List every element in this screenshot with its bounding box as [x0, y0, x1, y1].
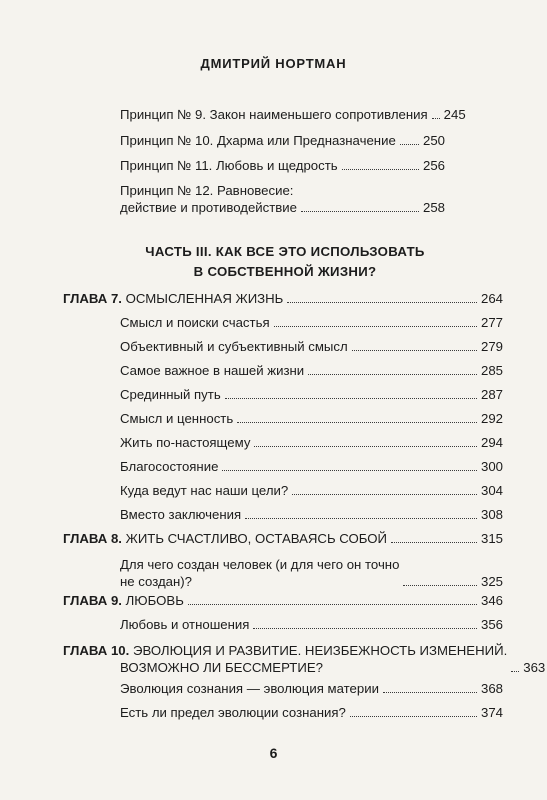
toc-entry[interactable] — [120, 410, 503, 427]
chapter-entry[interactable] — [63, 290, 503, 307]
toc-entry-title: Для чего создан человек (и для чего он точно не создан)? — [120, 557, 400, 589]
toc-entry-title: Принцип № 9. Закон наименьшего сопротивления — [120, 107, 428, 122]
toc-entry-title: Есть ли предел эволюции сознания? — [120, 705, 346, 720]
leader-dots — [253, 628, 477, 629]
toc-entry-page: 368 — [480, 681, 503, 696]
toc-entry-title: Эволюция сознания — эволюция материи — [120, 681, 379, 696]
toc-entry[interactable] — [120, 106, 466, 123]
leader-dots — [352, 350, 477, 351]
toc-entry-page: 279 — [480, 339, 503, 354]
running-header: ДМИТРИЙ НОРТМАН — [200, 56, 347, 71]
chapter-title: ГЛАВА 9. ЛЮБОВЬ — [63, 593, 184, 608]
leader-dots — [432, 118, 440, 119]
toc-entry[interactable] — [120, 314, 503, 331]
toc-entry-title: Куда ведут нас наши цели? — [120, 483, 289, 498]
leader-dots — [287, 302, 477, 303]
chapter-page: 346 — [480, 593, 503, 608]
toc-entry-title: Самое важное в нашей жизни — [120, 363, 305, 378]
toc-entry-page: 258 — [422, 200, 445, 215]
leader-dots — [254, 446, 477, 447]
toc-entry-title: Принцип № 10. Дхарма или Предназначение — [120, 133, 396, 148]
toc-entry-title: Вместо заключения — [120, 507, 242, 522]
toc-entry[interactable] — [120, 506, 503, 523]
chapter-entry[interactable] — [63, 642, 546, 676]
leader-dots — [222, 470, 477, 471]
toc-entry[interactable] — [120, 458, 503, 475]
toc-entry-page: 356 — [480, 617, 503, 632]
leader-dots — [292, 494, 477, 495]
toc-entry-title: Принцип № 11. Любовь и щедрость — [120, 158, 338, 173]
leader-dots — [225, 398, 477, 399]
leader-dots — [511, 671, 519, 672]
toc-entry-page: 250 — [422, 133, 445, 148]
toc-entry[interactable] — [120, 704, 503, 721]
toc-entry[interactable] — [120, 680, 503, 697]
leader-dots — [391, 542, 477, 543]
toc-entry-page: 294 — [480, 435, 503, 450]
leader-dots — [400, 144, 419, 145]
leader-dots — [274, 326, 477, 327]
leader-dots — [237, 422, 477, 423]
chapter-title: ГЛАВА 10. ЭВОЛЮЦИЯ И РАЗВИТИЕ. НЕИЗБЕЖНОСТЬ ИЗМЕНЕНИЙ. ВОЗМОЖНО ЛИ БЕССМЕРТИЕ? — [63, 643, 508, 675]
chapter-title: ГЛАВА 8. ЖИТЬ СЧАСТЛИВО, ОСТАВАЯСЬ СОБОЙ — [63, 531, 388, 546]
leader-dots — [188, 604, 477, 605]
toc-entry-page: 292 — [480, 411, 503, 426]
toc-entry[interactable] — [120, 556, 503, 590]
leader-dots — [383, 692, 477, 693]
toc-entry-page: 304 — [480, 483, 503, 498]
toc-entry[interactable] — [120, 338, 503, 355]
chapter-entry[interactable] — [63, 592, 503, 609]
chapter-entry[interactable] — [63, 530, 503, 547]
toc-entry-page: 287 — [480, 387, 503, 402]
chapter-page: 363 — [523, 660, 546, 675]
toc-entry-title: Любовь и отношения — [120, 617, 250, 632]
toc-entry[interactable] — [120, 434, 503, 451]
leader-dots — [308, 374, 477, 375]
toc-entry[interactable] — [120, 482, 503, 499]
toc-entry-page: 300 — [480, 459, 503, 474]
toc-entry-title: Благосостояние — [120, 459, 219, 474]
toc-entry[interactable] — [120, 362, 503, 379]
toc-entry-page: 256 — [422, 158, 445, 173]
toc-entry-page: 325 — [480, 574, 503, 589]
toc-entry[interactable] — [120, 386, 503, 403]
chapter-title: ГЛАВА 7. ОСМЫСЛЕННАЯ ЖИЗНЬ — [63, 291, 284, 306]
toc-entry-title: Срединный путь — [120, 387, 221, 402]
toc-entry-title: Смысл и поиски счастья — [120, 315, 270, 330]
toc-entry-page: 308 — [480, 507, 503, 522]
chapter-page: 264 — [480, 291, 503, 306]
toc-entry-title: Жить по-настоящему — [120, 435, 251, 450]
toc-entry[interactable] — [120, 182, 445, 216]
toc-entry[interactable] — [120, 616, 503, 633]
leader-dots — [403, 585, 477, 586]
leader-dots — [245, 518, 477, 519]
toc-entry-title: Смысл и ценность — [120, 411, 234, 426]
toc-entry-page: 374 — [480, 705, 503, 720]
toc-entry-page: 245 — [443, 107, 466, 122]
toc-entry-page: 285 — [480, 363, 503, 378]
toc-entry-title: Принцип № 12. Равновесие: действие и противодействие — [120, 183, 297, 215]
toc-entry[interactable] — [120, 157, 445, 174]
leader-dots — [350, 716, 477, 717]
leader-dots — [342, 169, 419, 170]
toc-entry[interactable] — [120, 132, 445, 149]
toc-entry-title: Объективный и субъективный смысл — [120, 339, 348, 354]
leader-dots — [301, 211, 419, 212]
page-number: 6 — [269, 745, 278, 761]
toc-entry-page: 277 — [480, 315, 503, 330]
part-heading: ЧАСТЬ III. КАК ВСЕ ЭТО ИСПОЛЬЗОВАТЬ В СОБСТВЕННОЙ ЖИЗНИ? — [145, 244, 425, 279]
chapter-page: 315 — [480, 531, 503, 546]
